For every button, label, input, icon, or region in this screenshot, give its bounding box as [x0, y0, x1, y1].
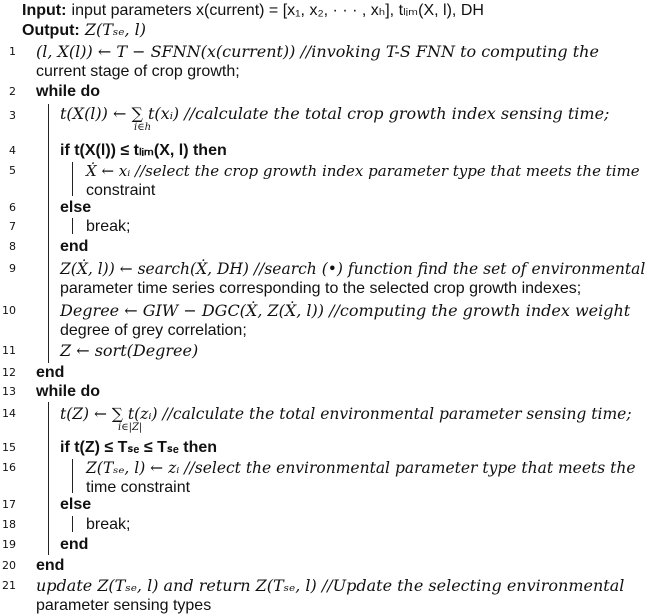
step-5-line-a: Ẋ ← xᵢ //select the crop growth index parameter type that meets the time [86, 162, 640, 180]
line-number: 1 [9, 45, 16, 58]
output-label: Output: [22, 22, 80, 39]
while-statement-1: while do [36, 83, 100, 100]
while-statement-2: while do [36, 383, 100, 400]
line-number: 11 [2, 344, 16, 357]
input-line [22, 0, 484, 21]
else-1-scope-bar [72, 218, 73, 234]
line-number: 5 [9, 164, 16, 177]
input-label: Input: [22, 2, 67, 19]
step-5-line-b: constraint [86, 182, 156, 199]
line-number: 12 [2, 366, 16, 379]
line-number: 2 [9, 85, 16, 98]
else-statement-1: else [60, 199, 92, 216]
line-number: 14 [2, 407, 16, 420]
step-10-line-b: degree of grey correlation; [60, 322, 247, 339]
step-21-line-b: parameter sensing types [36, 597, 212, 614]
step-1-line-a: (l, X(l)) ← T − SFNN(x(current)) //invoking T-S FNN to computing the [36, 42, 599, 61]
step-16-line-b: time constraint [86, 479, 191, 496]
else-2-scope-bar [72, 516, 73, 532]
if-statement-2: if t(Z) ≤ Tₛₑ ≤ Tₛₑ then [60, 439, 218, 456]
line-number: 17 [2, 498, 16, 511]
line-number: 7 [9, 220, 16, 233]
step-1-line-b: current stage of crop growth; [36, 63, 240, 80]
output-line [22, 20, 146, 41]
step-3-line: t(X(l)) ← ∑ t(xᵢ) //calculate the total crop growth index sensing time; [60, 104, 610, 123]
input-text: input parameters x(current) = [x₁, x₂, · · · , xₕ], tₗᵢₘ(X, l), DH [71, 2, 484, 19]
end-while-2: end [36, 557, 65, 574]
step-11-line: Z ← sort(Degree) [60, 341, 199, 360]
step-14-line: t(Z) ← ∑ t(zᵢ) //calculate the total environmental parameter sensing time; [60, 405, 632, 423]
while-1-scope-bar [48, 104, 49, 363]
output-text: Z(Tₛₑ, l) [84, 20, 146, 39]
line-number: 9 [9, 262, 16, 275]
while-2-scope-bar [48, 402, 49, 555]
step-21-line-a: update Z(Tₛₑ, l) and return Z(Tₛₑ, l) //Update the selecting environmental [36, 576, 625, 595]
break-statement-1: break; [86, 218, 131, 235]
line-number: 3 [9, 109, 16, 122]
if-2-scope-bar [72, 459, 73, 493]
line-number: 6 [9, 201, 16, 214]
line-number: 4 [9, 144, 16, 157]
if-1-scope-bar [72, 162, 73, 196]
step-16-line-a: Z(Tₛₑ, l) ← zᵢ //select the environmental parameter type that meets the [86, 459, 636, 477]
step-10-line-a: Degree ← GIW − DGC(Ẋ, Z(Ẋ, l)) //computing the growth index weight [60, 301, 631, 320]
end-if-1: end [60, 238, 89, 255]
else-statement-2: else [60, 496, 92, 513]
line-number: 15 [2, 441, 16, 454]
step-14-sum-index: i∈|Z| [118, 422, 143, 433]
line-number: 18 [2, 518, 16, 531]
line-number: 20 [2, 559, 16, 572]
break-statement-2: break; [86, 516, 131, 533]
if-statement-1: if t(X(l)) ≤ tₗᵢₘ(X, l) then [60, 142, 227, 159]
step-9-line-b: parameter time series corresponding to the selected crop growth indexes; [60, 280, 582, 297]
line-number: 19 [2, 538, 16, 551]
line-number: 8 [9, 240, 16, 253]
line-number: 13 [2, 385, 16, 398]
end-while-1: end [36, 364, 65, 381]
line-number: 10 [2, 304, 16, 317]
line-number: 16 [2, 461, 16, 474]
step-3-sum-index: i∈h [134, 122, 152, 133]
end-if-2: end [60, 536, 89, 553]
line-number: 21 [2, 579, 16, 592]
step-9-line-a: Z(Ẋ, l)) ← search(Ẋ, DH) //search (•) function find the set of environmental [60, 260, 646, 278]
